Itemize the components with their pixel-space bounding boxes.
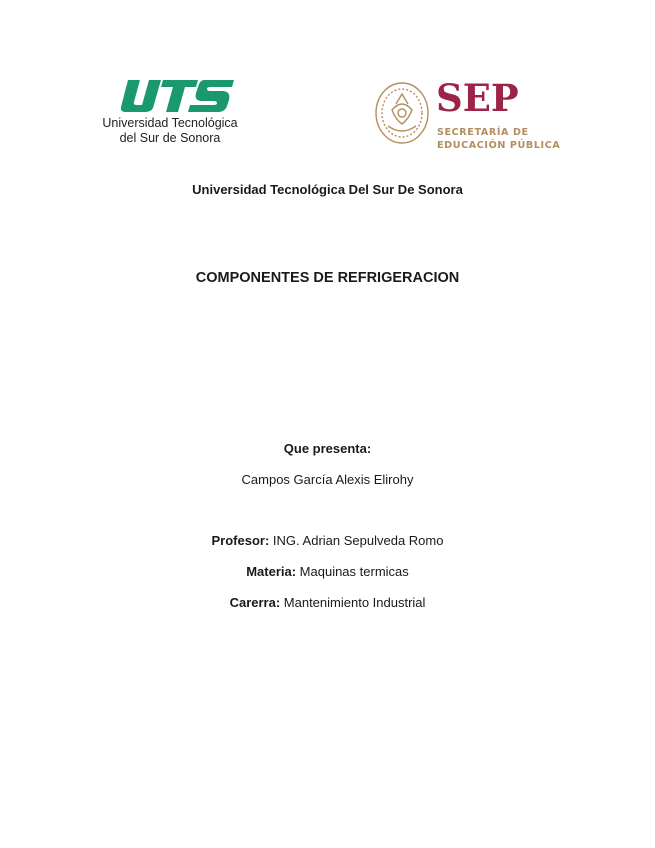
career-label: Carerra: (229, 595, 281, 610)
institution-name: Universidad Tecnológica Del Sur De Sonora (192, 182, 463, 197)
mexico-seal-icon (374, 80, 430, 146)
sep-subtitle-line2: EDUCACIÓN PÚBLICA (437, 140, 561, 151)
presenter-name: Campos García Alexis Elirohy (241, 472, 414, 487)
sep-subtitle (437, 126, 560, 152)
sep-subtitle-line1: SECRETARÍA DE (437, 127, 529, 138)
uts-caption-line1: Universidad Tecnológica (102, 116, 238, 130)
uts-caption-line2: del Sur de Sonora (119, 131, 221, 145)
professor-line (0, 533, 655, 548)
professor-label: Profesor: (211, 533, 270, 548)
presenter-label: Que presenta: (283, 441, 372, 456)
uts-caption (96, 116, 244, 146)
uts-wordmark-icon (118, 78, 236, 114)
career-line (0, 595, 655, 610)
subject-label: Materia: (246, 564, 297, 579)
professor-value: ING. Adrian Sepulveda Romo (269, 533, 444, 548)
subject-value: Maquinas termicas (296, 564, 409, 579)
sep-wordmark: SEP (436, 76, 519, 120)
career-value: Mantenimiento Industrial (280, 595, 426, 610)
subject-line (0, 564, 655, 579)
document-title: COMPONENTES DE REFRIGERACION (195, 270, 460, 286)
sep-logo (374, 76, 561, 154)
uts-logo (96, 78, 246, 150)
